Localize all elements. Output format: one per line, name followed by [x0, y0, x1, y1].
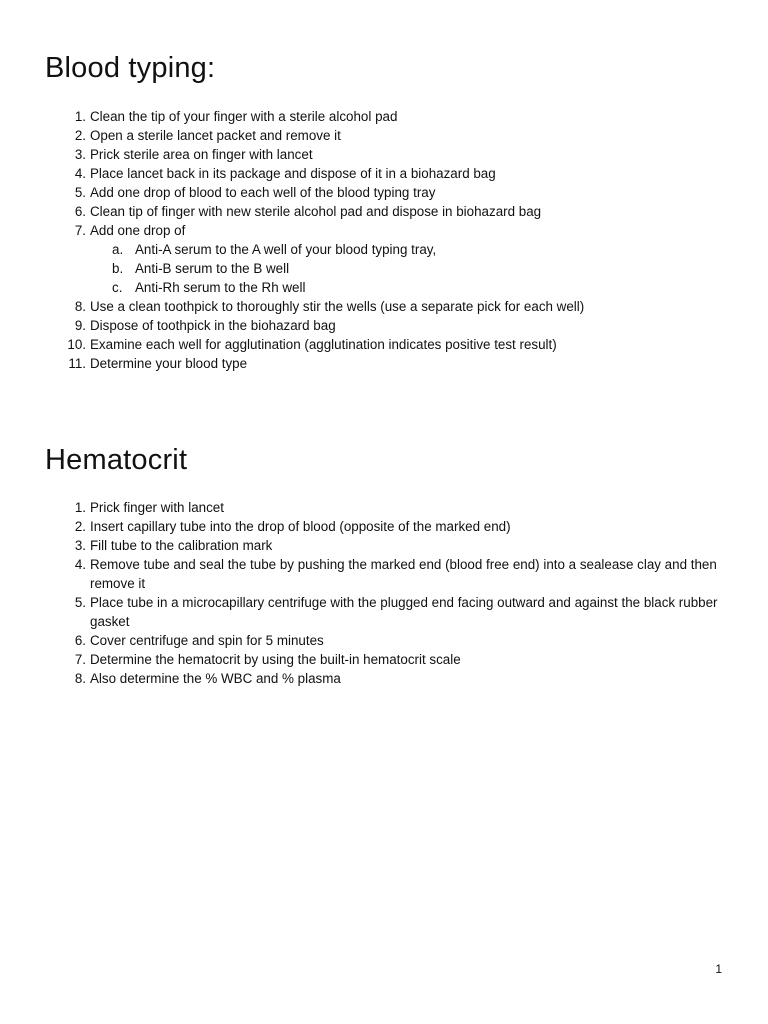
step-number: 5. — [74, 185, 86, 200]
hematocrit-steps — [0, 498, 740, 688]
step-text: Add one drop of — [90, 223, 186, 238]
step-item — [0, 650, 740, 669]
step-number: 3. — [74, 147, 86, 162]
step-item — [0, 107, 740, 126]
step-text: Prick finger with lancet — [90, 500, 224, 515]
step-number: 4. — [74, 557, 86, 572]
substep-item — [90, 240, 740, 259]
step-text: Dispose of toothpick in the biohazard bag — [90, 318, 336, 333]
step-text: Fill tube to the calibration mark — [90, 538, 273, 553]
step-number: 4. — [74, 166, 86, 181]
hematocrit-heading: Hematocrit — [45, 444, 188, 476]
step-text: Determine the hematocrit by using the built-in hematocrit scale — [90, 652, 461, 667]
substep-letter: c. — [112, 280, 123, 295]
step-item — [0, 221, 740, 297]
step-item — [0, 202, 740, 221]
blood-typing-heading: Blood typing: — [45, 52, 216, 84]
step-text: Prick sterile area on finger with lancet — [90, 147, 313, 162]
step-text: Examine each well for agglutination (agglutination indicates positive test result) — [90, 337, 557, 352]
step-number: 1. — [74, 500, 86, 515]
step-item — [0, 297, 740, 316]
step-number: 3. — [74, 538, 86, 553]
substep-list — [90, 240, 740, 297]
step-text: Open a sterile lancet packet and remove it — [90, 128, 341, 143]
step-number: 5. — [74, 595, 86, 610]
step-number: 10. — [67, 337, 86, 352]
step-number: 1. — [74, 109, 86, 124]
step-item — [0, 593, 740, 631]
step-item — [0, 354, 740, 373]
step-text: Use a clean toothpick to thoroughly stir the wells (use a separate pick for each well) — [90, 299, 585, 314]
step-number: 2. — [74, 128, 86, 143]
blood-typing-steps — [0, 107, 740, 373]
substep-letter: b. — [112, 261, 124, 276]
step-text: Also determine the % WBC and % plasma — [90, 671, 341, 686]
step-item — [0, 555, 740, 593]
step-number: 11. — [68, 356, 86, 371]
step-text: Determine your blood type — [90, 356, 248, 371]
step-number: 6. — [74, 633, 86, 648]
substep-letter: a. — [112, 242, 124, 257]
substep-text: Anti-B serum to the B well — [135, 261, 290, 276]
substep-item — [90, 259, 740, 278]
step-number: 8. — [74, 299, 86, 314]
step-item — [0, 164, 740, 183]
step-text: Insert capillary tube into the drop of blood (opposite of the marked end) — [90, 519, 511, 534]
substep-text: Anti-A serum to the A well of your blood typing tray, — [135, 242, 437, 257]
substep-item — [90, 278, 740, 297]
step-item — [0, 536, 740, 555]
step-item — [0, 669, 740, 688]
step-item — [0, 145, 740, 164]
step-number: 2. — [74, 519, 86, 534]
step-item — [0, 126, 740, 145]
step-item — [0, 316, 740, 335]
step-number: 9. — [74, 318, 86, 333]
step-number: 6. — [74, 204, 86, 219]
step-item — [0, 631, 740, 650]
step-text: Remove tube and seal the tube by pushing the marked end (blood free end) into a sealease clay and then remove it — [90, 557, 717, 591]
step-text: Add one drop of blood to each well of the blood typing tray — [90, 185, 436, 200]
step-item — [0, 335, 740, 354]
step-item — [0, 183, 740, 202]
step-text: Place lancet back in its package and dispose of it in a biohazard bag — [90, 166, 496, 181]
step-text: Place tube in a microcapillary centrifuge with the plugged end facing outward and against the black rubber gasket — [90, 595, 718, 629]
step-item — [0, 517, 740, 536]
step-number: 8. — [74, 671, 86, 686]
step-text: Clean tip of finger with new sterile alcohol pad and dispose in biohazard bag — [90, 204, 542, 219]
step-text: Cover centrifuge and spin for 5 minutes — [90, 633, 324, 648]
step-number: 7. — [74, 223, 86, 238]
page-number: 1 — [715, 962, 722, 976]
step-item — [0, 498, 740, 517]
substep-text: Anti-Rh serum to the Rh well — [135, 280, 306, 295]
step-number: 7. — [74, 652, 86, 667]
step-text: Clean the tip of your finger with a sterile alcohol pad — [90, 109, 398, 124]
